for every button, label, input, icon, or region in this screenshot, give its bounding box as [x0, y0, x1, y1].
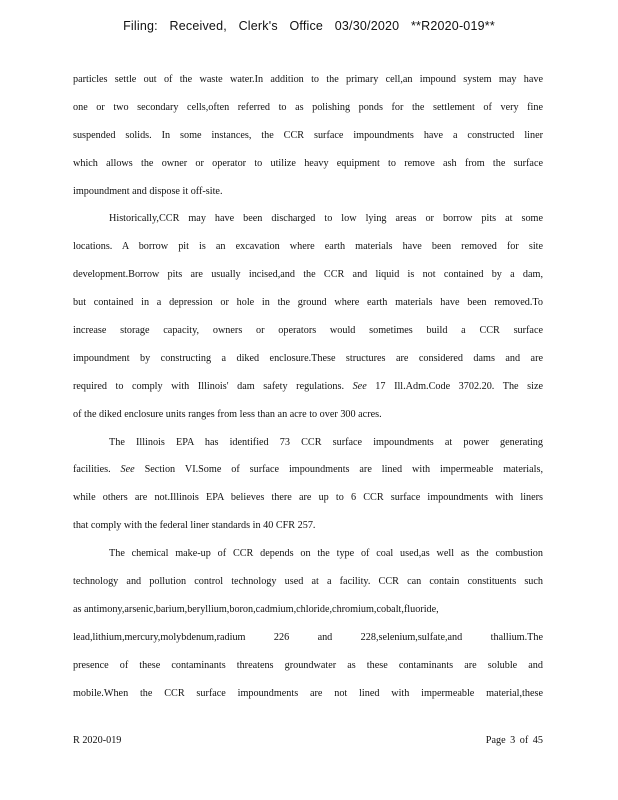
text-line: as antimony,arsenic,barium,beryllium,boron,cadmium,chloride,chromium,cobalt,fluoride,: [73, 603, 439, 615]
body-text: [73, 66, 543, 707]
text-segment: required to comply with Illinois' dam safety regulations.: [73, 380, 353, 392]
text-segment: facilities.: [73, 464, 121, 476]
text-line: Historically,CCR may have been discharged to low lying areas or borrow pits at some: [109, 213, 543, 225]
text-line: locations. A borrow pit is an excavation where earth materials have been removed for site: [73, 241, 543, 253]
text-line: lead,lithium,mercury,molybdenum,radium 226 and 228,selenium,sulfate,and thallium.The: [73, 631, 543, 643]
see-citation-signal: See: [120, 464, 135, 476]
text-line: mobile.When the CCR surface impoundments are not lined with impermeable material,these: [73, 687, 543, 699]
text-line: [73, 456, 543, 484]
text-line: development.Borrow pits are usually incised,and the CCR and liquid is not contained by a dam,: [73, 269, 543, 281]
text-line: that comply with the federal liner standards in 40 CFR 257.: [73, 520, 316, 532]
text-line: [73, 373, 543, 401]
footer-page-number: Page 3 of 45: [485, 735, 543, 746]
text-line: impoundment and dispose it off-site.: [73, 185, 223, 197]
see-citation-signal: See: [352, 380, 367, 392]
text-line: which allows the owner or operator to utilize heavy equipment to remove ash from the surface: [73, 157, 543, 169]
text-line: technology and pollution control technology used at a facility. CCR can contain constituents such: [73, 576, 543, 588]
text-line: but contained in a depression or hole in the ground where earth materials have been removed.To: [73, 297, 543, 309]
text-line: The chemical make-up of CCR depends on the type of coal used,as well as the combustion: [109, 548, 543, 560]
text-line: one or two secondary cells,often referred to as polishing ponds for the settlement of very fine: [73, 101, 543, 113]
text-line: presence of these contaminants threatens groundwater as these contaminants are soluble and: [73, 659, 543, 671]
text-line: particles settle out of the waste water.In addition to the primary cell,an impound system may have: [73, 74, 543, 85]
text-line: suspended solids. In some instances, the CCR surface impoundments have a constructed liner: [73, 129, 543, 141]
text-line: of the diked enclosure units ranges from less than an acre to over 300 acres.: [73, 408, 382, 420]
footer-docket-number: R 2020-019: [73, 735, 122, 746]
text-line: while others are not.Illinois EPA believes there are up to 6 CCR surface impoundments with liners: [73, 492, 543, 504]
filing-header: Filing: Received, Clerk's Office 03/30/2020 **R2020-019**: [123, 19, 495, 33]
text-line: The Illinois EPA has identified 73 CCR surface impoundments at power generating: [109, 436, 543, 448]
text-line: increase storage capacity, owners or operators would sometimes build a CCR surface: [73, 325, 543, 337]
text-segment: 17 Ill.Adm.Code 3702.20. The size: [366, 380, 543, 392]
text-segment: Section VI.Some of surface impoundments are lined with impermeable materials,: [134, 464, 543, 476]
text-line: impoundment by constructing a diked enclosure.These structures are considered dams and are: [73, 352, 543, 364]
